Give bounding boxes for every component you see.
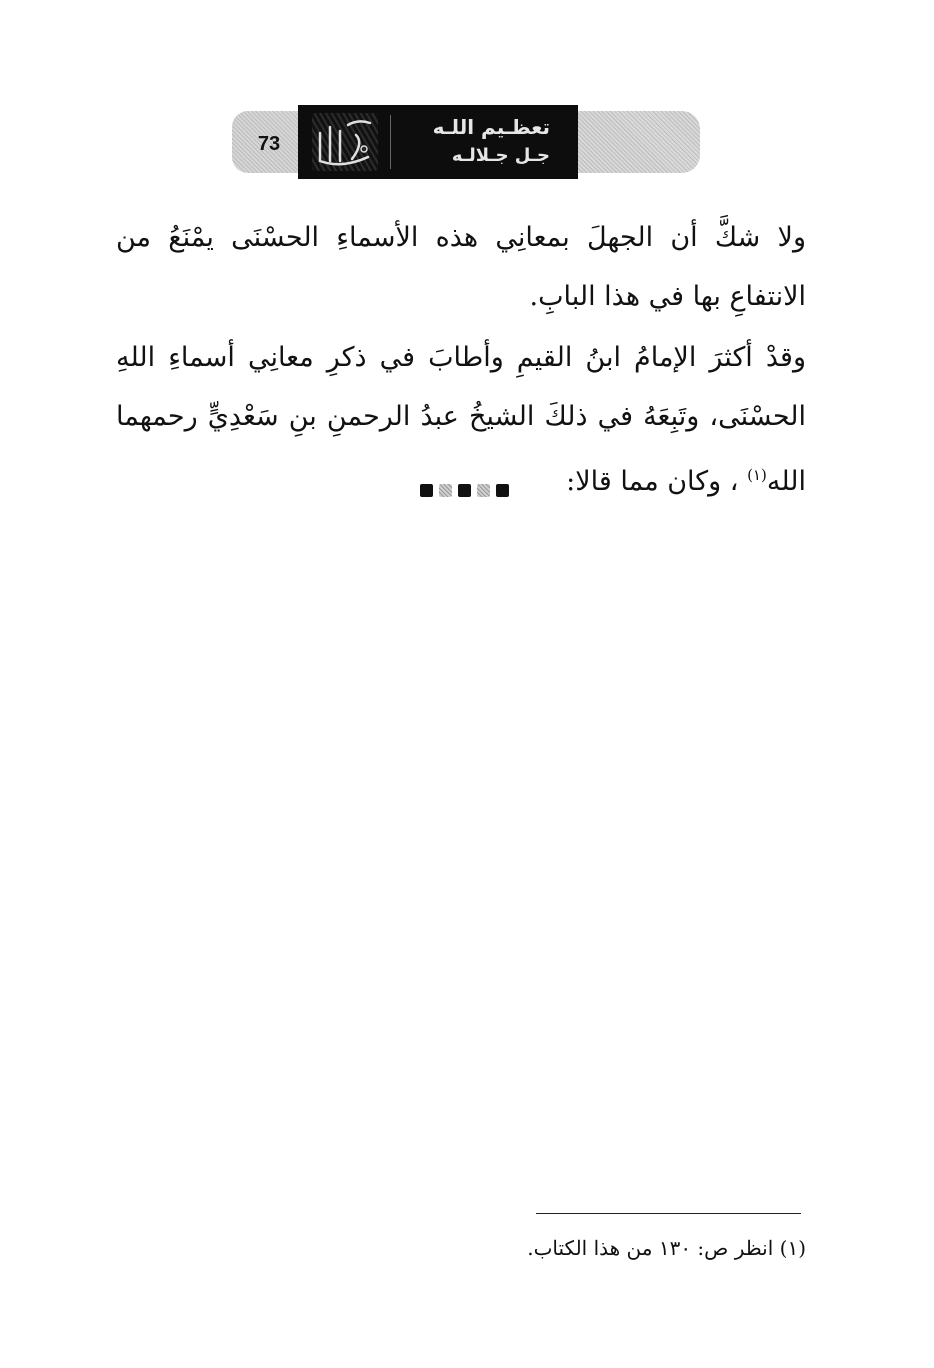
allah-calligraphy-icon	[312, 113, 378, 171]
ornament-square-dark	[420, 484, 433, 497]
page-number-tab	[232, 111, 302, 173]
footnote-reference[interactable]: (١)	[747, 466, 767, 484]
page-header-banner	[232, 105, 700, 179]
paragraph-2-tail: ، وكان مما قالا:	[566, 466, 748, 497]
section-ornament	[420, 484, 509, 497]
header-title-block	[298, 105, 578, 179]
header-divider	[390, 115, 391, 169]
footnote-text: (١) انظر ص: ١٣٠ من هذا الكتاب.	[527, 1236, 806, 1260]
page-number: 73	[257, 133, 281, 155]
header-title-line1: تعظـيم اللـه	[432, 115, 550, 139]
ornament-square-light	[439, 484, 452, 497]
paragraph-2-text: وقدْ أكثرَ الإمامُ ابنُ القيمِ وأطابَ في ذكرِ معانِي أسماءِ اللهِ الحسْنَى، وتَبِعَهُ في ذلكَ الشيخُ عبدُ الرحمنِ بنِ سَعْدِيٍّ رحمهما الله	[116, 342, 806, 497]
ornament-square-light	[477, 484, 490, 497]
footnote-separator	[536, 1213, 801, 1214]
paragraph-1: ولا شكَّ أن الجهلَ بمعانِي هذه الأسماءِ الحسْنَى يمْنَعُ من الانتفاعِ بها في هذا البابِ.	[116, 222, 806, 312]
header-title-line2: جـل جـلالـه	[451, 145, 550, 166]
ornament-square-dark	[496, 484, 509, 497]
header-decor-right	[578, 111, 700, 173]
ornament-square-dark	[458, 484, 471, 497]
